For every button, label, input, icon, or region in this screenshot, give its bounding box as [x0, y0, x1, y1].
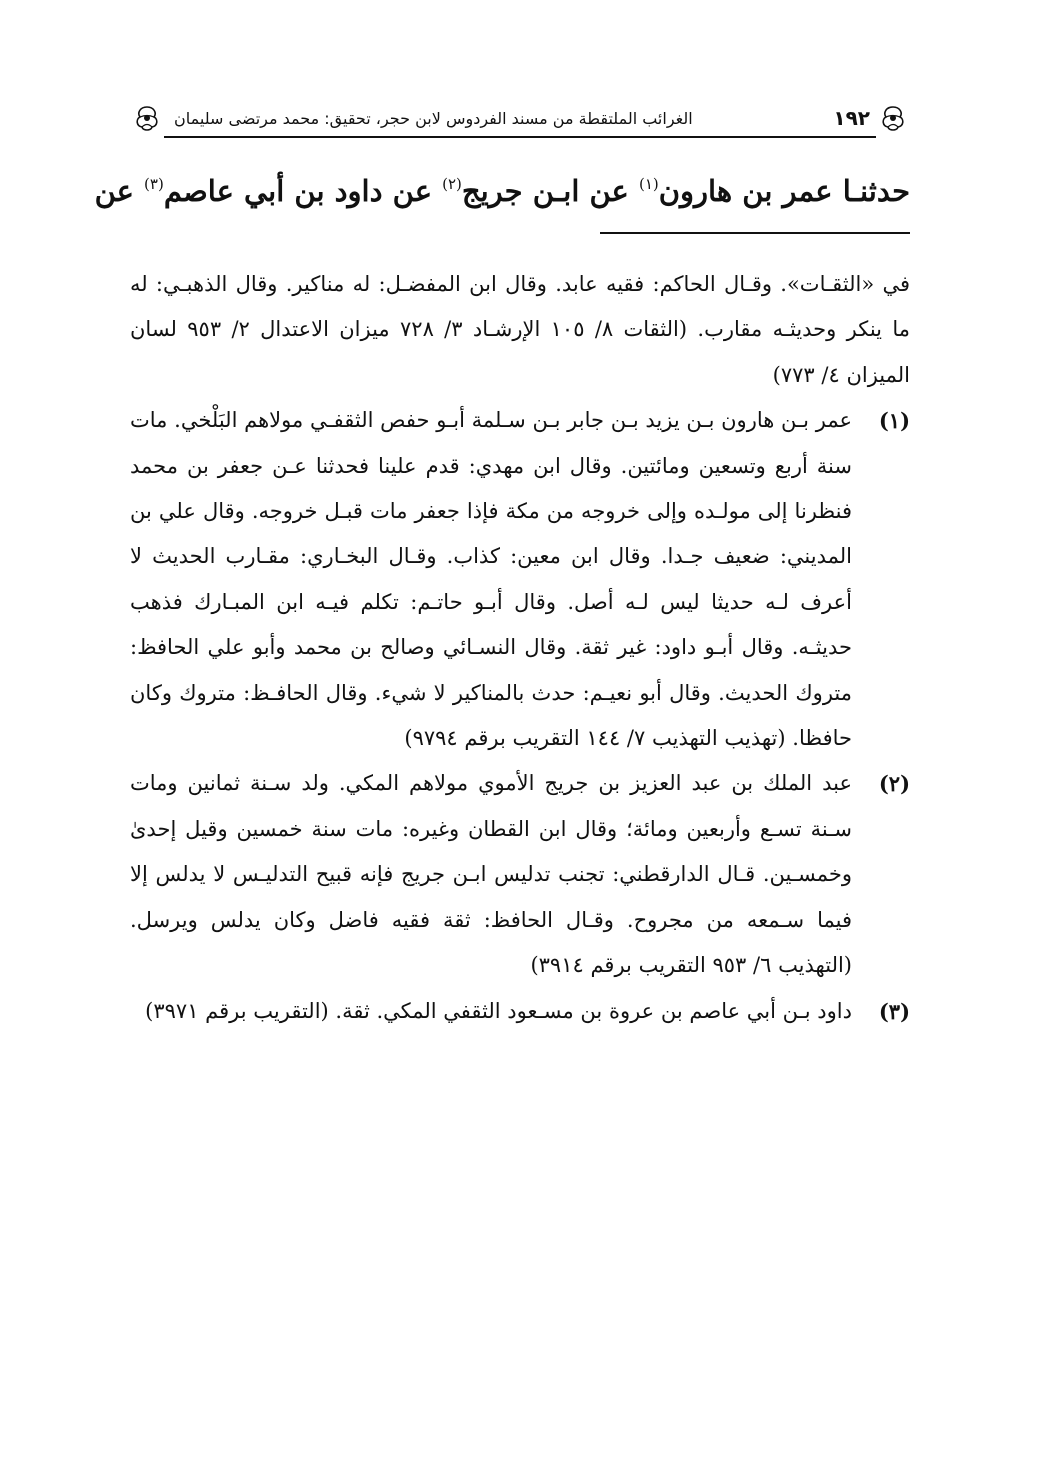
footnote-number: (١) [878, 408, 910, 434]
footnote-ref[interactable]: (١) [638, 175, 659, 193]
footnote-text: عبد الملك بن عبد العزيز بن جريج الأموي مولاهم المكي. ولد سـنة ثمانين ومات سـنة تسـع وأربعين ومائة؛ وقال ابن القطان وغيره: مات سنة خمسين وقيل إحدىٰ وخمسـين. قـال الدارقطني: تجنب تدليس ابـن جريج فإنه قبيح التدليـس لا يدلس إلا فيما سـمعه من مجروح. وقـال الحافظ: ثقة فقيه فاضل وكان يدلس ويرسل. (التهذيب ٦/ ٩٥٣ التقريب برقم ٣٩١٤) [130, 771, 852, 978]
footnotes-section [130, 262, 910, 1034]
footnote-ref[interactable]: (٣) [144, 175, 164, 193]
running-header [130, 96, 910, 140]
floral-ornament-icon [876, 103, 910, 133]
header-rule [164, 136, 876, 138]
main-text-segment: عن ابـن جريج [461, 174, 639, 208]
main-text-segment: حدثنـا عمر بن هارون [658, 174, 910, 208]
footnote-text: داود بـن أبي عاصم بن عروة بن مسـعود الثقفي المكي. ثقة. (التقريب برقم ٣٩٧١) [145, 998, 852, 1023]
header-title: الغرائب الملتقطة من مسند الفردوس لابن حجر، تحقيق: محمد مرتضى سليمان [174, 108, 693, 128]
footnote-number: (٣) [878, 998, 910, 1024]
footnote-continuation: في «الثقـات». وقـال الحاكم: فقيه عابد. وقال ابن المفضـل: له مناكير. وقال الذهبـي: له ما ينكر وحديثـه مقارب. (الثقات ٨/ ١٠٥ الإرشـاد ٣/ ٧٢٨ ميزان الاعتدال ٢/ ٩٥٣ لسان الميزان ٤/ ٧٧٣) [130, 272, 910, 387]
page-number: ١٩٢ [833, 106, 870, 130]
main-text-segment: عن [94, 174, 145, 208]
footnote-text: عمر بـن هارون بـن يزيد بـن جابر بـن سـلمة أبـو حفص الثقفـي مولاهم البَلْخي. مات سنة أربع وتسعين ومائتين. وقال ابن مهدي: قدم علينا فحدثنا عـن جعفر بن محمد فنظرنا إلى مولـده وإلى خروجه من مكة فإذا جعفر مات قبـل خروجه. وقال علي بن المديني: ضعيف جـدا. وقال ابن معين: كذاب. وقـال البخـاري: مقـارب الحديث لا أعرف لـه حديثا ليس لـه أصل. وقال أبـو حاتـم: تكلم فيـه ابن المبـارك فذهب حديثـه. وقال أبـو داود: غير ثقة. وقال النسـائي وصالح بن محمد وأبو علي الحافظ: متروك الحديث. وقال أبو نعيـم: حدث بالمناكير لا شيء. وقال الحافـظ: متروك وكان حافظا. (تهذيب التهذيب ٧/ ١٤٤ التقريب برقم ٩٧٩٤) [130, 408, 852, 751]
main-text-segment: عن داود بن أبي عاصم [163, 174, 443, 208]
footnote-item [130, 761, 910, 988]
footnote-ref[interactable]: (٢) [442, 175, 462, 193]
floral-ornament-icon [130, 103, 164, 133]
footnote-number: (٢) [878, 771, 910, 797]
footnote-item [130, 989, 910, 1034]
footnote-separator [600, 232, 910, 234]
main-text-line [94, 154, 910, 221]
footnote-item [130, 398, 910, 761]
